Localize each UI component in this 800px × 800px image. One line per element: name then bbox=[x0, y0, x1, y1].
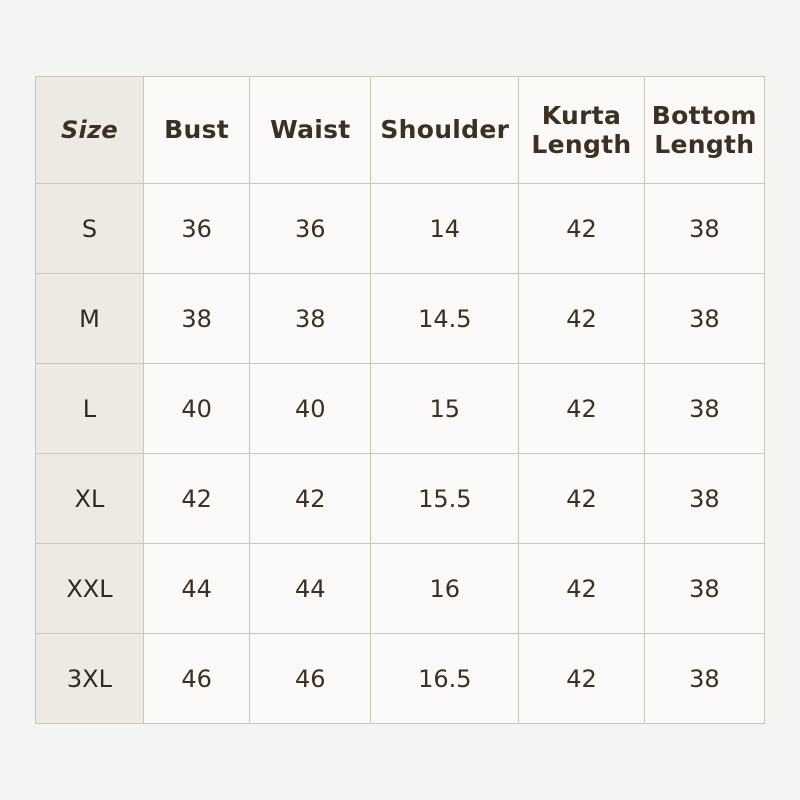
cell-size: M bbox=[36, 274, 144, 364]
cell-size: L bbox=[36, 364, 144, 454]
cell-waist: 42 bbox=[250, 454, 371, 544]
cell-shoulder: 16.5 bbox=[371, 634, 519, 724]
table-row bbox=[36, 544, 765, 634]
column-header-size: Size bbox=[36, 77, 144, 184]
table-row bbox=[36, 274, 765, 364]
column-header-bottom-length-line2: Length bbox=[654, 130, 755, 159]
cell-shoulder: 15 bbox=[371, 364, 519, 454]
cell-waist: 36 bbox=[250, 184, 371, 274]
cell-bust: 44 bbox=[143, 544, 249, 634]
cell-bottom-length: 38 bbox=[644, 454, 764, 544]
size-chart-table bbox=[35, 76, 765, 724]
cell-shoulder: 16 bbox=[371, 544, 519, 634]
cell-kurta-length: 42 bbox=[519, 364, 644, 454]
column-header-bust: Bust bbox=[143, 77, 249, 184]
column-header-kurta-length-line2: Length bbox=[531, 130, 632, 159]
column-header-shoulder: Shoulder bbox=[371, 77, 519, 184]
size-chart-container bbox=[35, 76, 765, 724]
cell-bottom-length: 38 bbox=[644, 544, 764, 634]
cell-size: XXL bbox=[36, 544, 144, 634]
table-header bbox=[36, 77, 765, 184]
cell-size: XL bbox=[36, 454, 144, 544]
cell-shoulder: 14.5 bbox=[371, 274, 519, 364]
column-header-kurta-length bbox=[519, 77, 644, 184]
cell-waist: 46 bbox=[250, 634, 371, 724]
cell-bottom-length: 38 bbox=[644, 364, 764, 454]
column-header-kurta-length-line1: Kurta bbox=[541, 100, 622, 130]
cell-kurta-length: 42 bbox=[519, 634, 644, 724]
table-body bbox=[36, 184, 765, 724]
cell-waist: 44 bbox=[250, 544, 371, 634]
column-header-bottom-length-line1: Bottom bbox=[651, 100, 757, 130]
cell-bottom-length: 38 bbox=[644, 634, 764, 724]
cell-bust: 40 bbox=[143, 364, 249, 454]
table-row bbox=[36, 364, 765, 454]
cell-kurta-length: 42 bbox=[519, 274, 644, 364]
cell-bust: 38 bbox=[143, 274, 249, 364]
table-row bbox=[36, 454, 765, 544]
column-header-bottom-length bbox=[644, 77, 764, 184]
table-row bbox=[36, 184, 765, 274]
cell-shoulder: 14 bbox=[371, 184, 519, 274]
cell-shoulder: 15.5 bbox=[371, 454, 519, 544]
cell-size: 3XL bbox=[36, 634, 144, 724]
column-header-waist: Waist bbox=[250, 77, 371, 184]
cell-bottom-length: 38 bbox=[644, 274, 764, 364]
cell-waist: 38 bbox=[250, 274, 371, 364]
cell-bottom-length: 38 bbox=[644, 184, 764, 274]
cell-kurta-length: 42 bbox=[519, 454, 644, 544]
cell-bust: 42 bbox=[143, 454, 249, 544]
table-header-row bbox=[36, 77, 765, 184]
cell-size: S bbox=[36, 184, 144, 274]
cell-waist: 40 bbox=[250, 364, 371, 454]
cell-kurta-length: 42 bbox=[519, 184, 644, 274]
cell-bust: 36 bbox=[143, 184, 249, 274]
table-row bbox=[36, 634, 765, 724]
cell-kurta-length: 42 bbox=[519, 544, 644, 634]
cell-bust: 46 bbox=[143, 634, 249, 724]
